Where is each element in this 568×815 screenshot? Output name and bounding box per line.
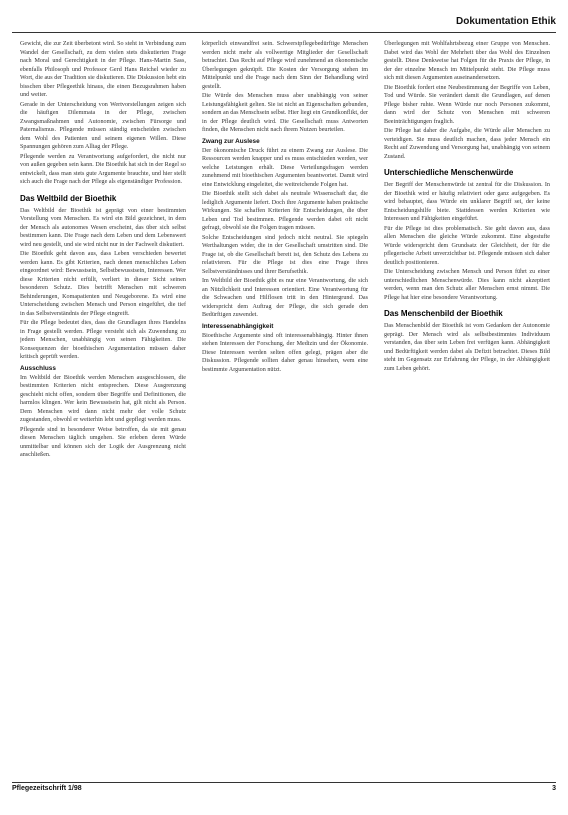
paragraph: Überlegungen mit Wohlfahrtsbezug einer Gruppe von Menschen. Dabei wird das Wohl der Mehrheit über das Wohl des Einzelnen gestellt. Diese Denkweise hat Folgen für die Praxis der Pflege, in der der einzelne Mensch im Mittelpunkt steht. Die Pflege muss sich mit diesen Argumenten auseinandersetzen.: [384, 41, 550, 81]
paragraph: Der ökonomische Druck führt zu einem Zwang zur Auslese. Die Ressourcen werden knapper und es muss entschieden werden, wer welche Leistungen erhält. Diese Verteilungsfragen werden zunehmend mit bioethischen Argumenten beantwortet. Damit wird eine Entwicklung eingeleitet, die weitreichende Folgen hat.: [202, 147, 368, 188]
paragraph: Bioethische Argumente sind oft interessenabhängig. Hinter ihnen stehen Interessen der Forschung, der Medizin und der Ökonomie. Diese Interessen werden selten offen gelegt, prägen aber die Diskussion. Pflegende sollten daher genau hinsehen, wem eine bestimmte Argumentation nützt.: [202, 332, 368, 373]
paragraph: Die Bioethik geht davon aus, dass Leben verschieden bewertet werden kann. Es gibt Kriterien, nach denen menschliches Leben eingeordnet wird: Bewusstsein, Selbstbewusstsein, Interessen. Wer diese Kriterien nicht erfüllt, verliert in dieser Sicht seinen besonderen Schutz. Dies betrifft Menschen mit schweren Behinderungen, Komapatienten und Neugeborene. Es wird eine Unterscheidung zwischen Mensch und Person eingeführt, die tief in das Selbstverständnis der Pflege eingreift.: [20, 251, 186, 317]
header-title: Dokumentation Ethik: [455, 16, 556, 27]
column-2: [202, 40, 368, 780]
paragraph: Die Würde des Menschen muss aber unabhängig von seiner Leistungsfähigkeit gelten. Sie ist nicht an Eigenschaften gebunden, sondern an das Menschsein selbst. Hier liegt ein Grundkonflikt, der in der Pflege deutlich wird. Die Gesellschaft muss Antworten finden, die Menschen nicht nach ihrem Nutzen beurteilen.: [202, 93, 368, 133]
paragraph: Das Weltbild der Bioethik ist geprägt von einer bestimmten Vorstellung vom Menschen. Es wird ein Bild gezeichnet, in dem der Mensch als autonomes Wesen erscheint, das über sich selbst bestimmen kann. Die Frage nach dem Leben und dem Lebenswert wird neu gestellt, und sie wird nicht nur in der Fachwelt diskutiert.: [20, 207, 186, 248]
paragraph: Die Unterscheidung zwischen Mensch und Person führt zu einer unterschiedlichen Menschenwürde. Dies kann nicht akzeptiert werden, wenn man den Schutz aller Menschen ernst nimmt. Die Pflege hat hier eine besondere Verantwortung.: [384, 269, 550, 301]
paragraph: Die Pflege hat daher die Aufgabe, die Würde aller Menschen zu verteidigen. Sie muss deutlich machen, dass jeder Mensch ein Recht auf Zuwendung und Versorgung hat, unabhängig von seinem Zustand.: [384, 128, 550, 160]
paragraph: Für die Pflege ist dies problematisch. Sie geht davon aus, dass allen Menschen die gleiche Würde zukommt. Eine abgestufte Würde widerspricht dem Grundsatz der Gleichheit, der für die pflegerische Arbeit unverzichtbar ist. Pflegende müssen sich daher deutlich positionieren.: [384, 225, 550, 266]
section-heading: Unterschiedliche Menschenwürde: [384, 168, 514, 177]
article-body: [20, 40, 550, 780]
paragraph: Das Menschenbild der Bioethik ist vom Gedanken der Autonomie geprägt. Der Mensch wird als selbstbestimmtes Individuum verstanden, das über sein Leben frei verfügen kann. Abhängigkeit und Bedürftigkeit werden dabei als Defizit betrachtet. Dieses Bild steht im Gegensatz zur Erfahrung der Pflege, in der Abhängigkeit zum Leben gehört.: [384, 323, 550, 372]
paragraph: Der Begriff der Menschenwürde ist zentral für die Diskussion. In der Bioethik wird er häufig relativiert oder ganz aufgegeben. Es wird behauptet, dass Würde ein unklarer Begriff sei, der keine Entscheidungshilfe biete. Stattdessen werden Kriterien wie Interessen und Fähigkeiten eingeführt.: [384, 182, 550, 222]
subheading: Interessenabhängigkeit: [202, 322, 274, 330]
column-1: [20, 40, 186, 780]
paragraph: Gewicht, die zur Zeit überbetont wird. So steht in Verbindung zum Wandel der Gesellschaft, zu dem vielen stets diskutierten Frage nach Moral und Gerechtigkeit in der Pflege. Hans-Martin Sass, ebenfalls Philosoph und Professor Gerd Hans Reichel wieder zu Wort, die aus der Tradition sie diskutieren. Die Diskussion hebt ein bisschen über Pflegeethik hinaus, die einen Bezugsrahmen haben und weiter.: [20, 41, 186, 98]
paragraph: Im Weltbild der Bioethik gibt es nur eine Verantwortung, die sich an Nützlichkeit und Interessen orientiert. Eine Verantwortung für die Schwachen und Hilflosen tritt in den Hintergrund. Das widerspricht dem Auftrag der Pflege, die sich gerade den Bedürftigen zuwendet.: [202, 278, 368, 318]
paragraph: Die Bioethik fordert eine Neubestimmung der Begriffe von Leben, Tod und Würde. Sie verändert damit die Grundlagen, auf denen Pflege bisher ruhte. Wenn Würde nur noch Personen zukommt, dann wird der Schutz von Menschen mit schweren Beeinträchtigungen fraglich.: [384, 84, 550, 125]
footer-journal: Pflegezeitschrift 1/98: [12, 785, 82, 792]
section-heading: Das Menschenbild der Bioethik: [384, 309, 503, 318]
subheading: Ausschluss: [20, 364, 56, 372]
paragraph: Pflegende sind in besonderer Weise betroffen, da sie mit genau diesen Menschen täglich umgehen. Sie erleben deren Würde unmittelbar und können sich der Logik der Ausgrenzung nicht anschließen.: [20, 426, 186, 458]
paragraph: Im Weltbild der Bioethik werden Menschen ausgeschlossen, die bestimmten Kriterien nicht entsprechen. Diese Ausgrenzung geschieht nicht offen, sondern über Begriffe und Definitionen, die harmlos klingen. Wer kein Bewusstsein hat, gilt nicht als Person. Dem Menschen wird dann nicht mehr der volle Schutz zugestanden, obwohl er weiterhin lebt und gepflegt werden muss.: [20, 374, 186, 423]
section-heading: Das Weltbild der Bioethik: [20, 193, 117, 203]
page-header: [12, 18, 556, 33]
paragraph: körperlich einwandfrei sein. Schwerstpflegebedürftige Menschen werden nicht mehr als vollwertige Mitglieder der Gesellschaft betrachtet. Das Recht auf Pflege wird zunehmend an ökonomische Überlegungen geknüpft. Die Kosten der Versorgung stehen im Mittelpunkt und die Frage nach dem Sinn der Behandlung wird gestellt.: [202, 41, 368, 90]
page-number: 3: [552, 785, 556, 792]
subheading: Zwang zur Auslese: [202, 137, 260, 145]
paragraph: Solche Entscheidungen sind jedoch nicht neutral. Sie spiegeln Werthaltungen wider, die in der Gesellschaft umstritten sind. Die Frage ist, ob die Gesellschaft bereit ist, den Schutz des Lebens zu relativieren. Für die Pflege ist dies eine Frage ihres Selbstverständnisses und ihrer Berufsethik.: [202, 234, 368, 275]
paragraph: Pflegende werden zu Verantwortung aufgefordert, die nicht nur von außen gegeben sein kann. Die Bioethik hat sich in der Regel so entwickelt, dass man stets gute Argumente brauchte, und hier stellt sich auch die Frage nach der Pflege als eigenständiger Profession.: [20, 153, 186, 185]
paragraph: Die Bioethik stellt sich dabei als neutrale Wissenschaft dar, die lediglich Argumente liefert. Doch ihre Argumente haben praktische Wirkungen. Sie schaffen Kriterien für Entscheidungen, die über Leben und Tod bestimmen. Pflegende werden dabei oft nicht gefragt, obwohl sie die Folgen tragen müssen.: [202, 191, 368, 231]
page-footer: [12, 782, 556, 797]
paragraph: Gerade in der Unterscheidung von Wertvorstellungen zeigen sich die häufigen Dilemmata in der Pflege, zwischen Zwangsmaßnahmen und Autonomie, zwischen Fürsorge und Paternalismus. Pflegende müssen ständig entscheiden zwischen dem Wohl des Patienten und seinem eigenen Willen. Diese Spannungen gehören zum Alltag der Pflege.: [20, 101, 186, 150]
paragraph: Für die Pflege bedeutet dies, dass die Grundlagen ihres Handelns in Frage gestellt werden. Pflege versteht sich als Zuwendung zu jedem Menschen, unabhängig von seinen Fähigkeiten. Die Konsequenzen der bioethischen Argumentation müssen daher kritisch geprüft werden.: [20, 320, 186, 360]
column-3: [384, 40, 550, 780]
